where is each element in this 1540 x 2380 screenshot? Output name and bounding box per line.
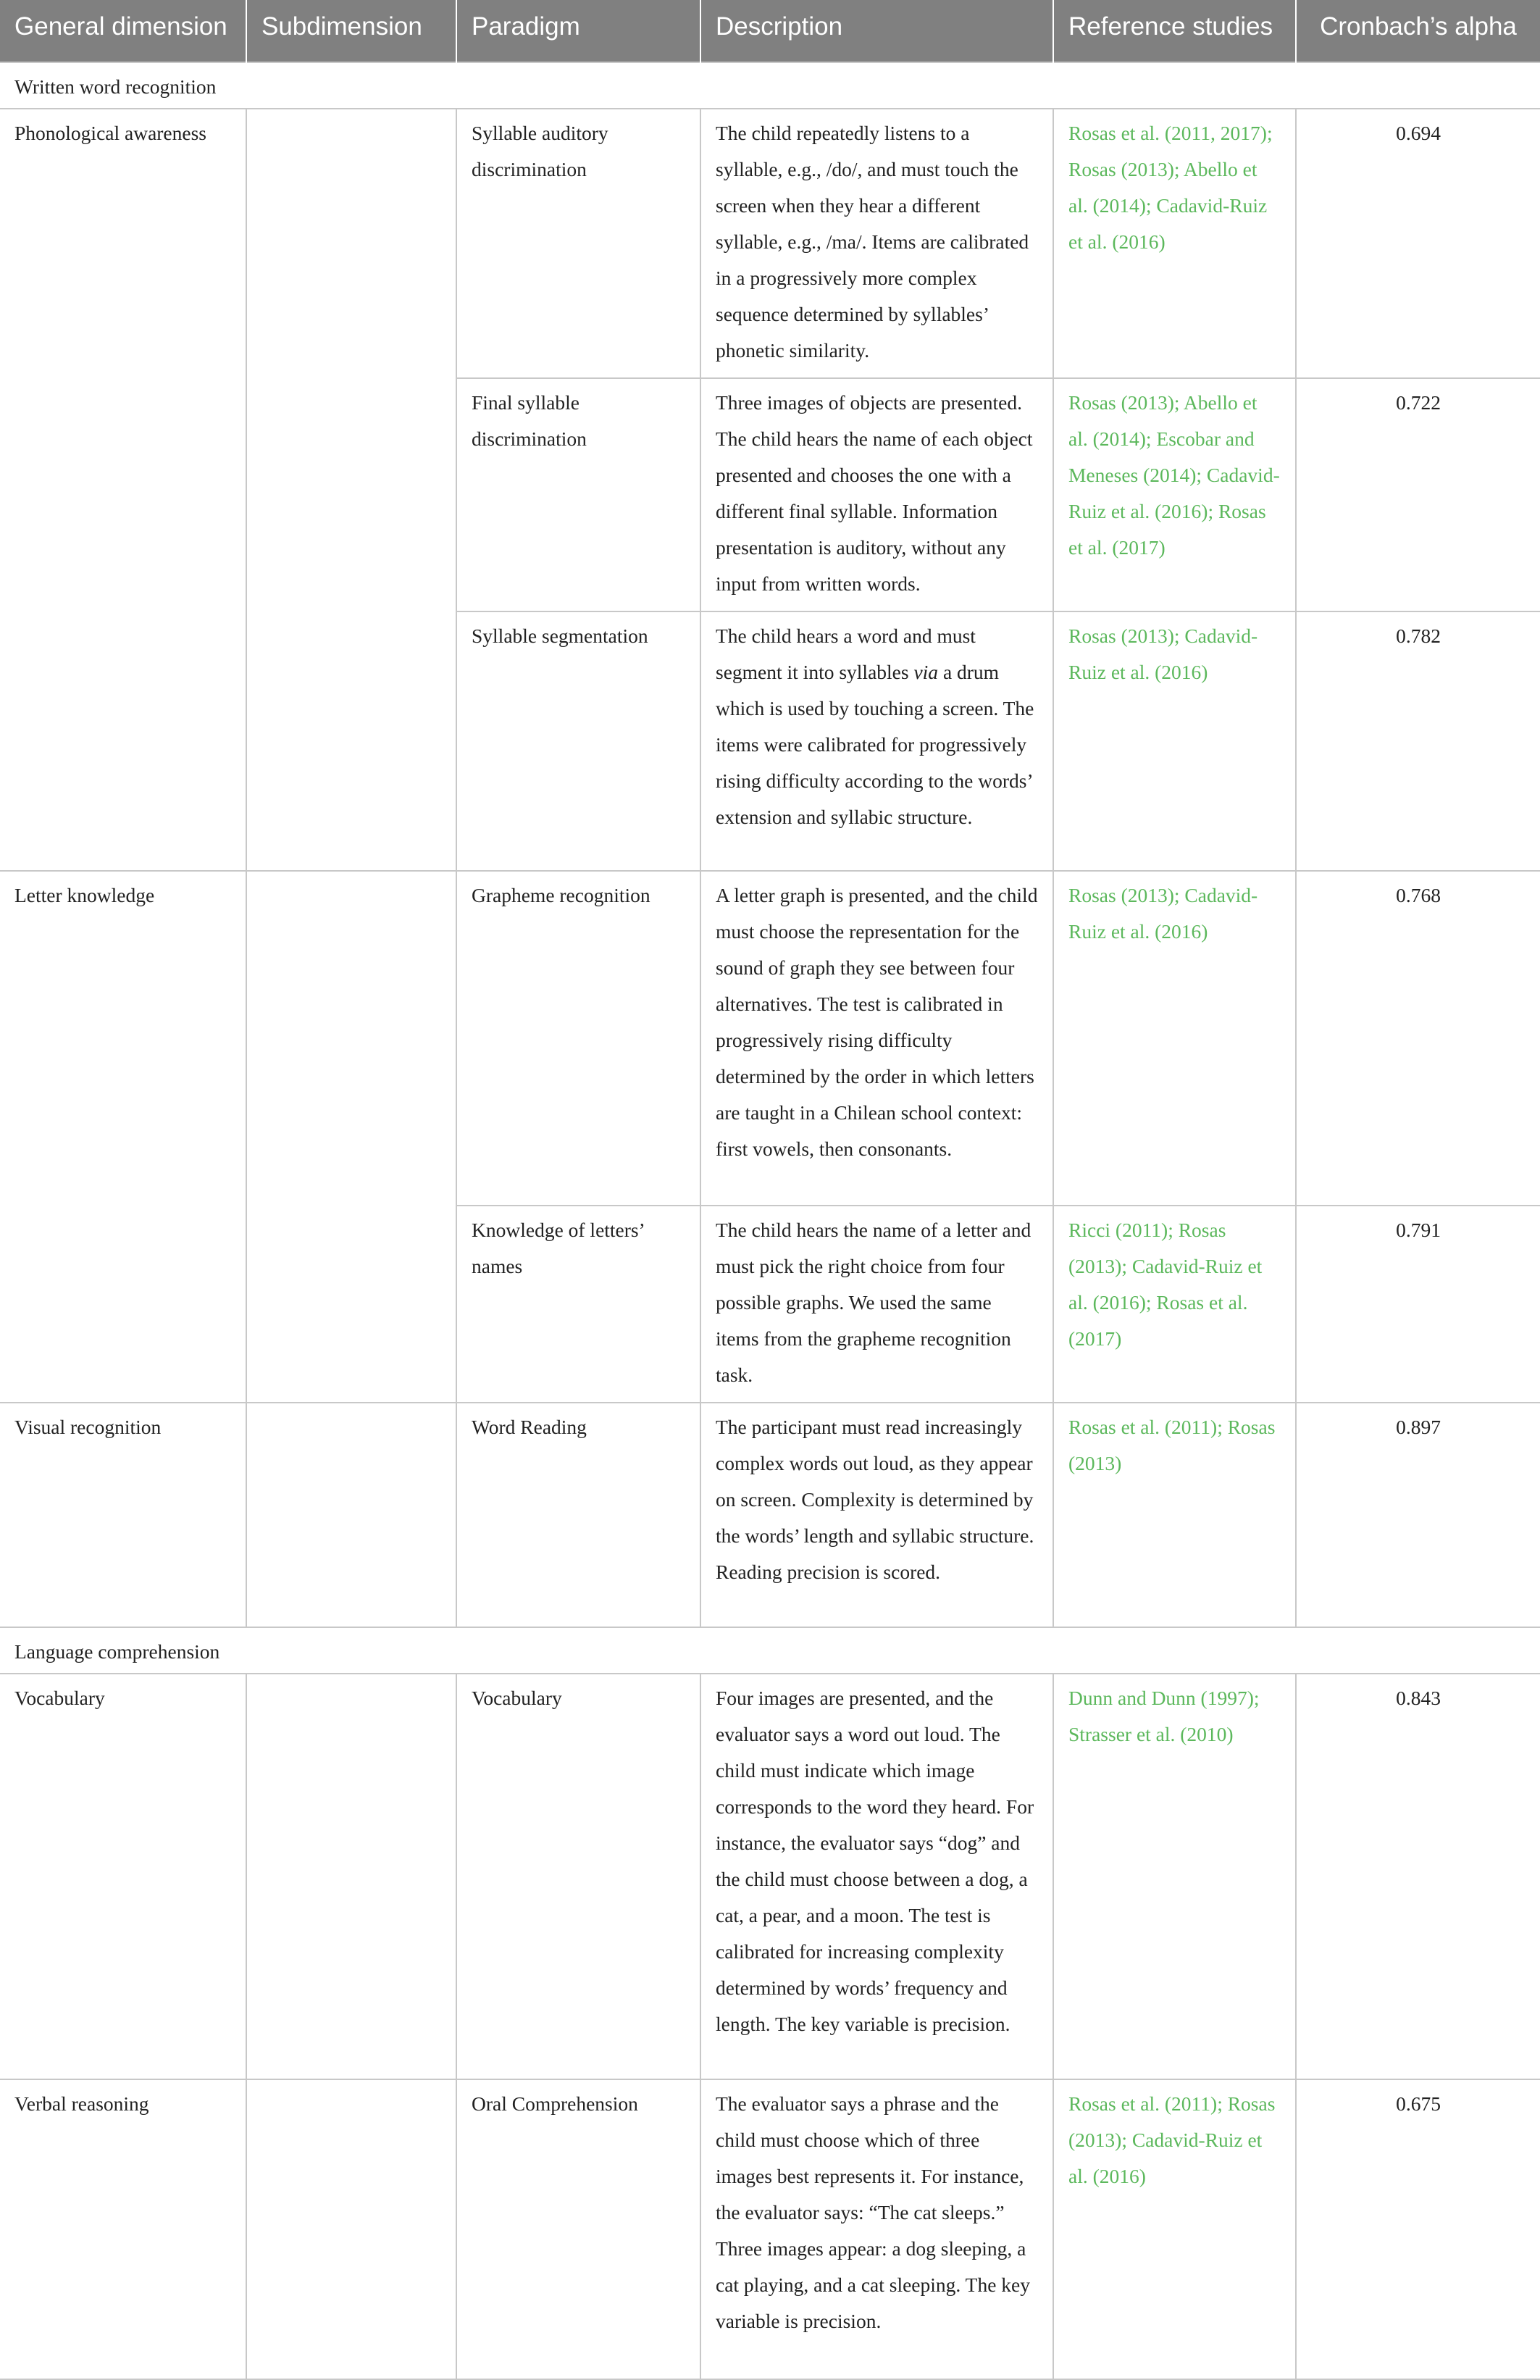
paradigm-cell: Syllable segmentation bbox=[456, 611, 700, 871]
section-row bbox=[0, 1627, 1540, 1674]
header-description: Description bbox=[700, 0, 1053, 62]
paradigm-cell: Word Reading bbox=[456, 1403, 700, 1627]
references-cell[interactable]: Rosas et al. (2011); Rosas (2013); Cadavid-Ruiz et al. (2016) bbox=[1053, 2079, 1296, 2379]
description-cell: The child repeatedly listens to a syllable, e.g., /do/, and must touch the screen when they hear a different syllable, e.g., /ma/. Items are calibrated in a progressively more complex sequence determined by syllables’ phonetic similarity. bbox=[700, 109, 1053, 378]
header-paradigm: Paradigm bbox=[456, 0, 700, 62]
description-cell bbox=[700, 611, 1053, 871]
general-dimension-phonological-awareness: Phonological awareness bbox=[0, 109, 246, 378]
description-text-before: The child hears a word and must segment it into syllables bbox=[716, 625, 976, 683]
subdimension-cell bbox=[246, 611, 456, 871]
subdimension-cell bbox=[246, 1206, 456, 1403]
general-dimension-visual-recognition: Visual recognition bbox=[0, 1403, 246, 1627]
references-cell[interactable]: Rosas (2013); Abello et al. (2014); Escobar and Meneses (2014); Cadavid-Ruiz et al. (2016); Rosas et al. (2017) bbox=[1053, 378, 1296, 611]
table-header bbox=[0, 0, 1540, 62]
description-text-italic: via bbox=[913, 661, 939, 683]
header-row bbox=[0, 0, 1540, 62]
paradigm-cell: Syllable auditory discrimination bbox=[456, 109, 700, 378]
general-dimension-continuation bbox=[0, 611, 246, 871]
alpha-cell: 0.694 bbox=[1296, 109, 1540, 378]
general-dimension-verbal-reasoning: Verbal reasoning bbox=[0, 2079, 246, 2379]
general-dimension-letter-knowledge: Letter knowledge bbox=[0, 871, 246, 1206]
paradigm-cell: Final syllable discrimination bbox=[456, 378, 700, 611]
references-cell[interactable]: Ricci (2011); Rosas (2013); Cadavid-Ruiz et al. (2016); Rosas et al. (2017) bbox=[1053, 1206, 1296, 1403]
references-cell[interactable]: Rosas et al. (2011); Rosas (2013) bbox=[1053, 1403, 1296, 1627]
general-dimension-vocabulary: Vocabulary bbox=[0, 1674, 246, 2079]
table-row bbox=[0, 871, 1540, 1206]
description-cell: The child hears the name of a letter and must pick the right choice from four possible graphs. We used the same items from the grapheme recognition task. bbox=[700, 1206, 1053, 1403]
section-title-language-comprehension: Language comprehension bbox=[0, 1627, 1540, 1674]
section-row bbox=[0, 62, 1540, 109]
references-cell[interactable]: Rosas et al. (2011, 2017); Rosas (2013); Abello et al. (2014); Cadavid-Ruiz et al. (2016) bbox=[1053, 109, 1296, 378]
table-row bbox=[0, 1674, 1540, 2079]
description-cell: A letter graph is presented, and the child must choose the representation for the sound of graph they see between four alternatives. The test is calibrated in progressively rising difficulty determined by the order in which letters are taught in a Chilean school context: first vowels, then consonants. bbox=[700, 871, 1053, 1206]
alpha-cell: 0.791 bbox=[1296, 1206, 1540, 1403]
table-row bbox=[0, 109, 1540, 378]
paradigm-cell: Grapheme recognition bbox=[456, 871, 700, 1206]
table-row bbox=[0, 378, 1540, 611]
description-text-after: a drum which is used by touching a screen. The items were calibrated for progressively rising difficulty according to the words’ extension and syllabic structure. bbox=[716, 661, 1034, 828]
paradigm-cell: Vocabulary bbox=[456, 1674, 700, 2079]
header-subdimension: Subdimension bbox=[246, 0, 456, 62]
description-cell: Three images of objects are presented. The child hears the name of each object presented and chooses the one with a different final syllable. Information presentation is auditory, without any input from written words. bbox=[700, 378, 1053, 611]
alpha-cell: 0.782 bbox=[1296, 611, 1540, 871]
description-cell: The evaluator says a phrase and the child must choose which of three images best represents it. For instance, the evaluator says: “The cat sleeps.” Three images appear: a dog sleeping, a cat playing, and a cat sleeping. The key variable is precision. bbox=[700, 2079, 1053, 2379]
table-row bbox=[0, 1403, 1540, 1627]
subdimension-cell bbox=[246, 1403, 456, 1627]
description-cell: Four images are presented, and the evaluator says a word out loud. The child must indicate which image corresponds to the word they heard. For instance, the evaluator says “dog” and the child must choose between a dog, a cat, a pear, and a moon. The test is calibrated for increasing complexity determined by words’ frequency and length. The key variable is precision. bbox=[700, 1674, 1053, 2079]
subdimension-cell bbox=[246, 2079, 456, 2379]
header-cronbach-alpha: Cronbach’s alpha bbox=[1296, 0, 1540, 62]
table-body bbox=[0, 62, 1540, 2379]
alpha-cell: 0.843 bbox=[1296, 1674, 1540, 2079]
alpha-cell: 0.768 bbox=[1296, 871, 1540, 1206]
description-cell: The participant must read increasingly complex words out loud, as they appear on screen. Complexity is determined by the words’ length and syllabic structure. Reading precision is scored. bbox=[700, 1403, 1053, 1627]
general-dimension-continuation bbox=[0, 1206, 246, 1403]
paradigm-cell: Knowledge of letters’ names bbox=[456, 1206, 700, 1403]
references-cell[interactable]: Rosas (2013); Cadavid-Ruiz et al. (2016) bbox=[1053, 871, 1296, 1206]
subdimension-cell bbox=[246, 109, 456, 378]
table-row bbox=[0, 611, 1540, 871]
general-dimension-continuation bbox=[0, 378, 246, 611]
header-general-dimension: General dimension bbox=[0, 0, 246, 62]
subdimension-cell bbox=[246, 871, 456, 1206]
subdimension-cell bbox=[246, 378, 456, 611]
alpha-cell: 0.722 bbox=[1296, 378, 1540, 611]
paradigm-cell: Oral Comprehension bbox=[456, 2079, 700, 2379]
references-cell[interactable]: Dunn and Dunn (1997); Strasser et al. (2010) bbox=[1053, 1674, 1296, 2079]
references-cell[interactable]: Rosas (2013); Cadavid-Ruiz et al. (2016) bbox=[1053, 611, 1296, 871]
table-row bbox=[0, 1206, 1540, 1403]
subdimension-cell bbox=[246, 1674, 456, 2079]
alpha-cell: 0.897 bbox=[1296, 1403, 1540, 1627]
alpha-cell: 0.675 bbox=[1296, 2079, 1540, 2379]
section-title-written-word-recognition: Written word recognition bbox=[0, 62, 1540, 109]
table-row bbox=[0, 2079, 1540, 2379]
header-reference-studies: Reference studies bbox=[1053, 0, 1296, 62]
